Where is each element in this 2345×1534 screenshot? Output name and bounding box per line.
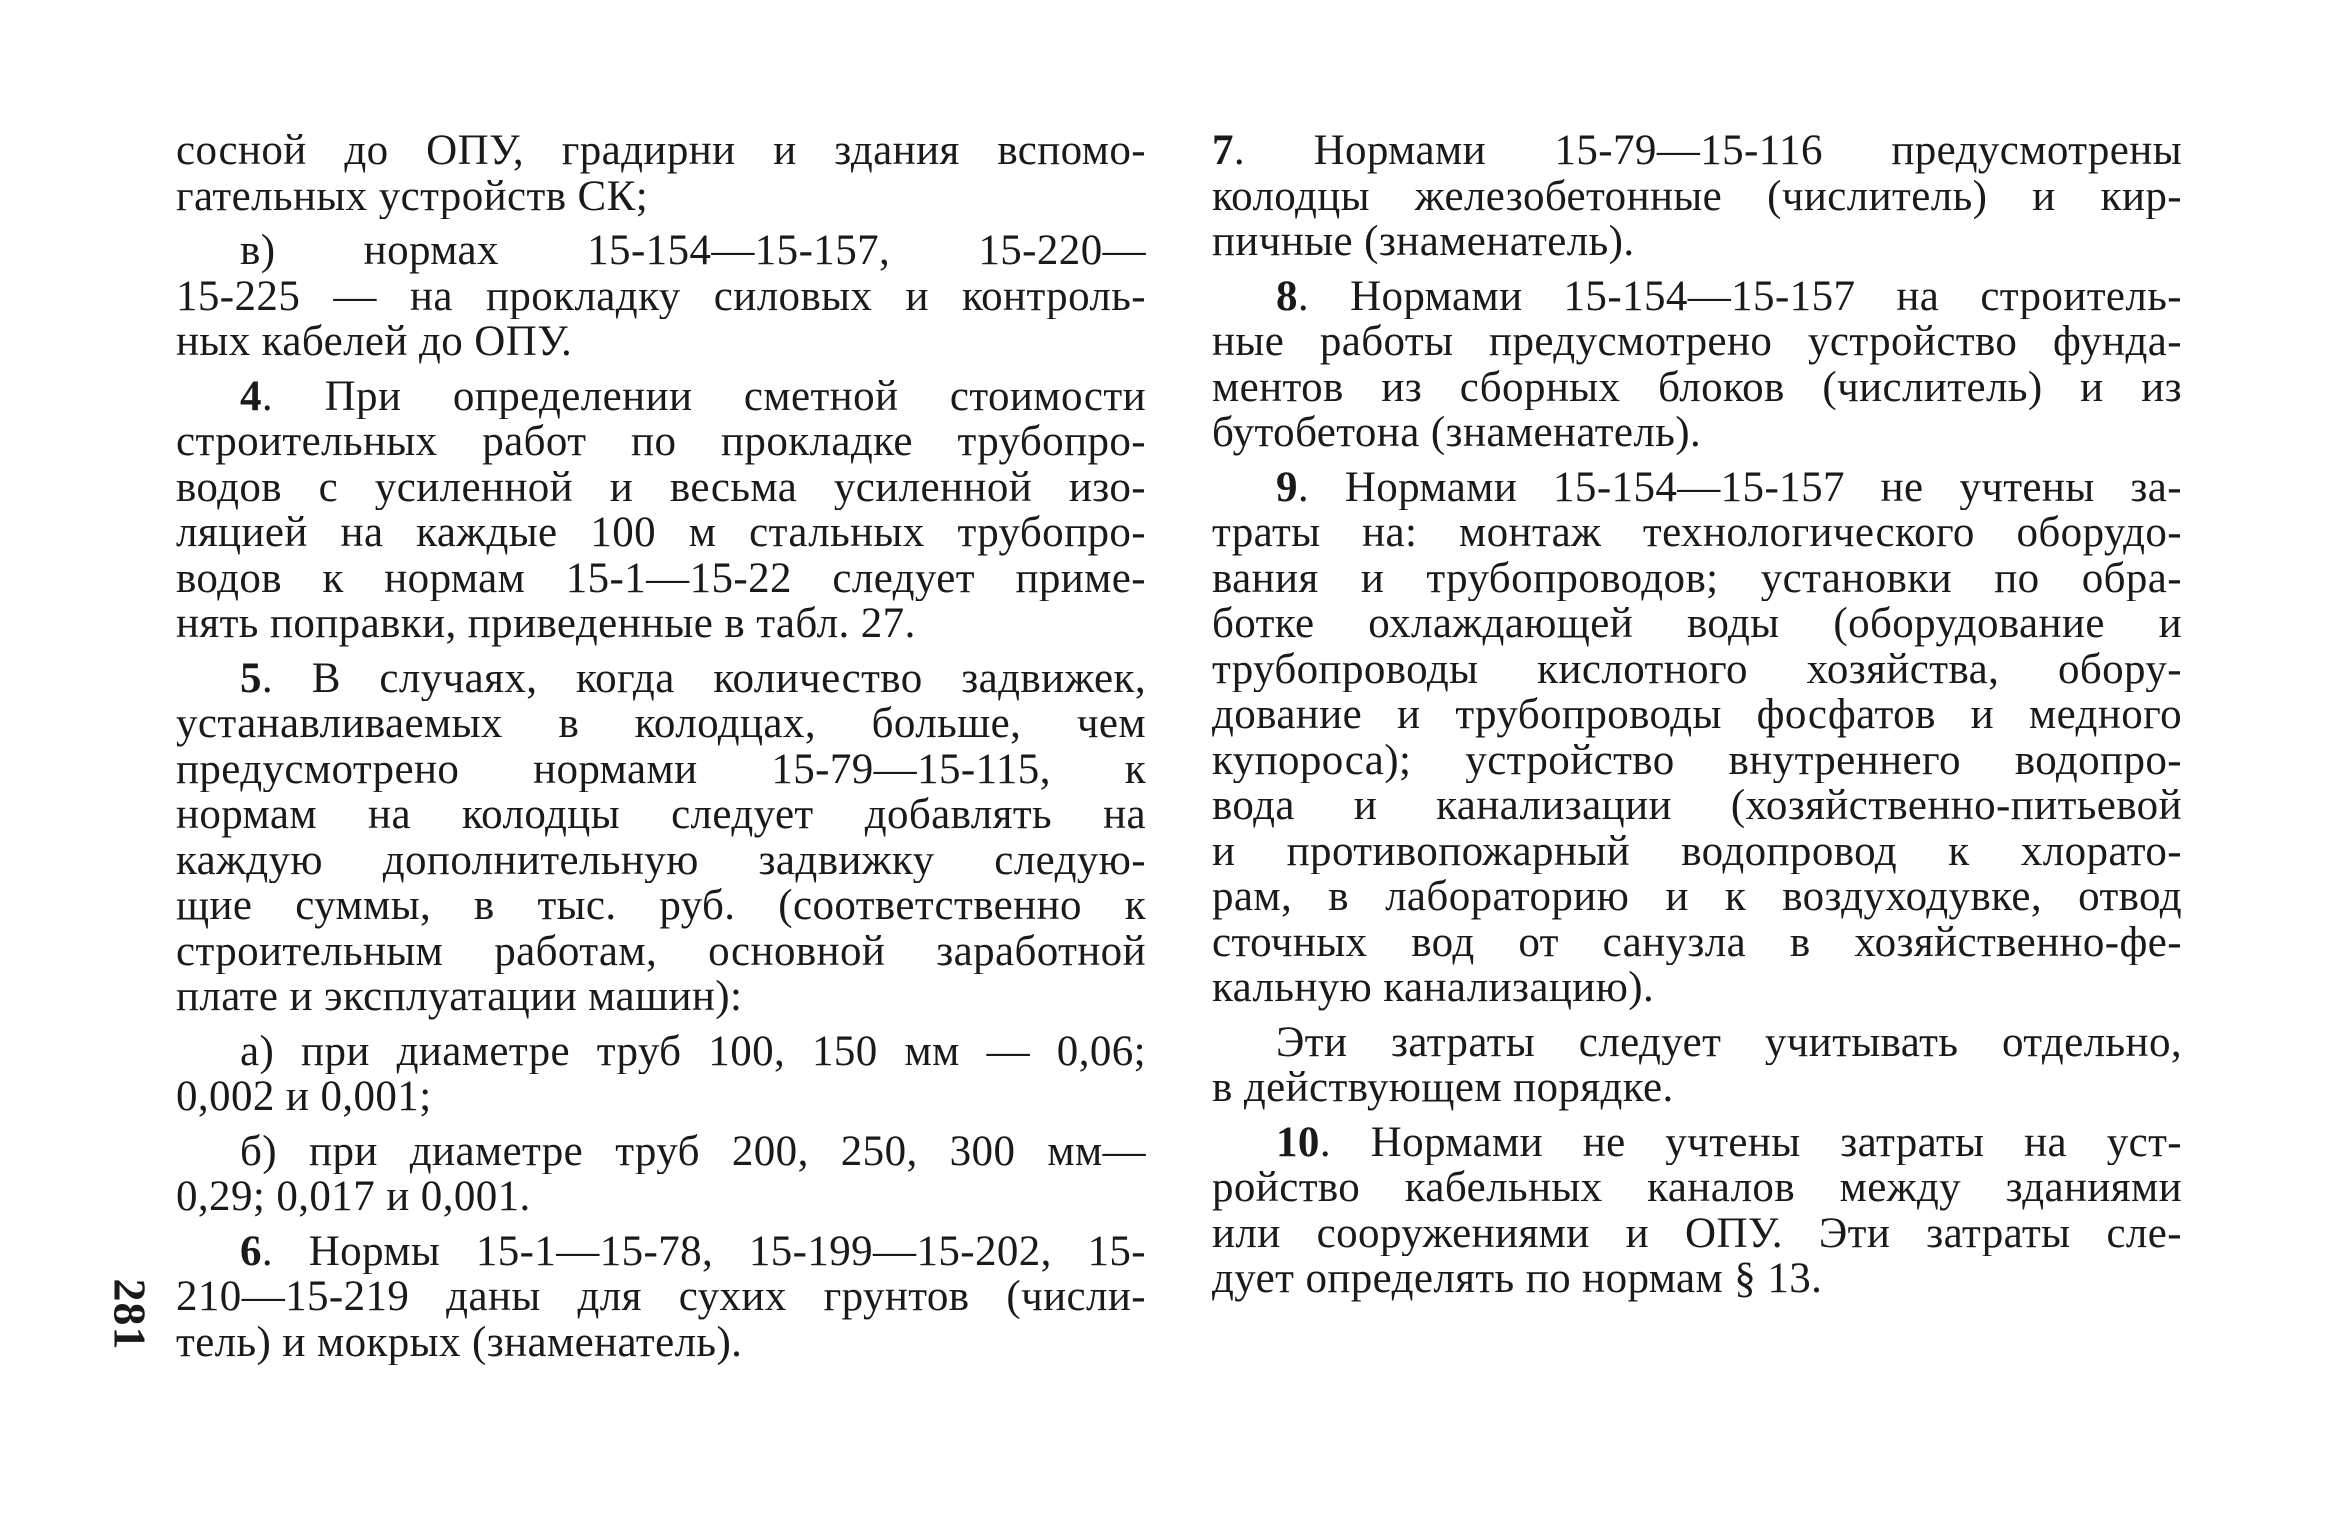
text-line (1212, 128, 2182, 174)
line-text: 210—15-219 даны для сухих грунтов (числи- (176, 1274, 1146, 1320)
line-text: строительным работам, основной заработной (176, 928, 1146, 974)
text-line (176, 174, 1146, 220)
text-line (1212, 219, 2182, 265)
text-line (1212, 829, 2182, 875)
line-text: водов с усиленной и весьма усиленной изо- (176, 464, 1146, 510)
line-text: и противопожарный водопровод к хлорато- (1212, 828, 2182, 874)
text-line (1212, 465, 2182, 511)
text-line (1212, 647, 2182, 693)
text-line (176, 1320, 1146, 1366)
line-text: ройство кабельных каналов между зданиями (1212, 1165, 2182, 1211)
line-text: колодцы железобетонные (числитель) и кир- (1212, 173, 2182, 219)
text-line (176, 374, 1146, 420)
line-text: тель) и мокрых (знаменатель). (176, 1319, 743, 1365)
line-text: каждую дополнительную задвижку следую- (176, 837, 1146, 883)
text-line (1212, 1020, 2182, 1066)
line-text: . Нормами 15-154—15-157 на строитель- (1297, 273, 2182, 319)
paragraph-item-3v (176, 228, 1146, 365)
text-line (176, 601, 1146, 647)
paragraph-p9b (1212, 1020, 2182, 1111)
line-text: ляцией на каждые 100 м стальных трубопро- (176, 510, 1146, 556)
line-text: щие суммы, в тыс. руб. (соответственно к (176, 883, 1146, 929)
text-line (176, 556, 1146, 602)
paragraph-number: 8 (1276, 273, 1298, 319)
text-line (176, 419, 1146, 465)
text-line (176, 929, 1146, 975)
text-line (176, 128, 1146, 174)
text-line (176, 656, 1146, 702)
paragraph-number: 9 (1276, 464, 1298, 510)
text-line (1212, 920, 2182, 966)
line-text: траты на: монтаж технологического оборудо- (1212, 510, 2182, 556)
paragraph-cont-3b (176, 128, 1146, 219)
paragraph-p7 (1212, 128, 2182, 265)
line-text: плате и эксплуатации машин): (176, 974, 743, 1020)
line-text: или сооружениями и ОПУ. Эти затраты сле- (1212, 1210, 2182, 1256)
right-column (1212, 128, 2182, 1311)
text-line (1212, 1211, 2182, 1257)
text-line (1212, 1120, 2182, 1166)
text-line (1212, 1165, 2182, 1211)
line-text: дует определять по нормам § 13. (1212, 1256, 1823, 1302)
line-text: дование и трубопроводы фосфатов и медного (1212, 692, 2182, 738)
text-line (1212, 874, 2182, 920)
text-line (1212, 601, 2182, 647)
line-text: ных кабелей до ОПУ. (176, 319, 573, 365)
line-text: вода и канализации (хозяйственно-питьевой (1212, 783, 2182, 829)
paragraph-p5a (176, 1029, 1146, 1120)
paragraph-p4 (176, 374, 1146, 647)
text-line (1212, 1256, 2182, 1302)
text-line (1212, 965, 2182, 1011)
line-text: устанавливаемых в колодцах, больше, чем (176, 701, 1146, 747)
line-text: вания и трубопроводов; установки по обра- (1212, 555, 2182, 601)
page-number: 281 (104, 1278, 156, 1351)
text-line (1212, 365, 2182, 411)
paragraph-number: 5 (240, 655, 262, 701)
text-line (1212, 783, 2182, 829)
line-text: Эти затраты следует учитывать отдельно, (1276, 1019, 2182, 1065)
line-text: . В случаях, когда количество задвижек, (261, 655, 1146, 701)
line-text: ботке охлаждающей воды (оборудование и (1212, 601, 2182, 647)
line-text: водов к нормам 15-1—15-22 следует приме- (176, 555, 1146, 601)
text-line (176, 510, 1146, 556)
line-text: гательных устройств СК; (176, 173, 649, 219)
line-text: сточных вод от санузла в хозяйственно-фе- (1212, 919, 2182, 965)
line-text: 0,29; 0,017 и 0,001. (176, 1174, 531, 1220)
paragraph-p6 (176, 1229, 1146, 1366)
text-line (176, 228, 1146, 274)
line-text: 0,002 и 0,001; (176, 1074, 432, 1120)
line-text: 15-225 — на прокладку силовых и контроль- (176, 273, 1146, 319)
line-text: кальную канализацию). (1212, 965, 1655, 1011)
paragraph-number: 4 (240, 373, 262, 419)
text-line (176, 1029, 1146, 1075)
text-line (176, 1129, 1146, 1175)
left-column (176, 128, 1146, 1374)
text-line (176, 1229, 1146, 1275)
text-line (176, 1274, 1146, 1320)
line-text: пичные (знаменатель). (1212, 219, 1635, 265)
paragraph-p8 (1212, 274, 2182, 456)
line-text: трубопроводы кислотного хозяйства, обору- (1212, 646, 2182, 692)
text-line (1212, 274, 2182, 320)
text-line (1212, 319, 2182, 365)
text-line (176, 747, 1146, 793)
text-line (1212, 556, 2182, 602)
paragraph-p5 (176, 656, 1146, 1020)
paragraph-p5b (176, 1129, 1146, 1220)
line-text: сосной до ОПУ, градирни и здания вспомо- (176, 128, 1146, 174)
line-text: нормам на колодцы следует добавлять на (176, 792, 1146, 838)
line-text: ментов из сборных блоков (числитель) и из (1212, 364, 2182, 410)
line-text: . Нормы 15-1—15-78, 15-199—15-202, 15- (261, 1228, 1146, 1274)
paragraph-number: 7 (1212, 128, 1234, 174)
line-text: предусмотрено нормами 15-79—15-115, к (176, 746, 1146, 792)
line-text: . Нормами 15-79—15-116 предусмотрены (1233, 128, 2182, 174)
paragraph-p9 (1212, 465, 2182, 1011)
line-text: ные работы предусмотрено устройство фунда- (1212, 319, 2182, 365)
text-line (1212, 692, 2182, 738)
line-text: в действующем порядке. (1212, 1065, 1674, 1111)
text-line (176, 319, 1146, 365)
paragraph-number: 10 (1276, 1119, 1320, 1165)
line-text: бутобетона (знаменатель). (1212, 410, 1702, 456)
line-text: а) при диаметре труб 100, 150 мм — 0,06; (240, 1028, 1146, 1074)
text-line (176, 701, 1146, 747)
text-line (176, 1174, 1146, 1220)
line-text: рам, в лабораторию и к воздуходувке, отвод (1212, 874, 2182, 920)
text-line (1212, 174, 2182, 220)
text-line (1212, 410, 2182, 456)
text-line (176, 792, 1146, 838)
text-line (176, 883, 1146, 929)
text-line (176, 274, 1146, 320)
line-text: строительных работ по прокладке трубопро- (176, 419, 1146, 465)
line-text: . Нормами 15-154—15-157 не учтены за- (1297, 464, 2182, 510)
paragraph-number: 6 (240, 1228, 262, 1274)
line-text: б) при диаметре труб 200, 250, 300 мм— (240, 1128, 1146, 1174)
text-line (1212, 1065, 2182, 1111)
text-line (176, 838, 1146, 884)
text-line (176, 1074, 1146, 1120)
line-text: нять поправки, приведенные в табл. 27. (176, 601, 916, 647)
line-text: купороса); устройство внутреннего водопро- (1212, 737, 2182, 783)
text-line (176, 465, 1146, 511)
line-text: в) нормах 15-154—15-157, 15-220— (240, 228, 1146, 274)
text-line (176, 974, 1146, 1020)
line-text: . При определении сметной стоимости (261, 373, 1146, 419)
line-text: . Нормами не учтены затраты на уст- (1319, 1119, 2182, 1165)
text-line (1212, 510, 2182, 556)
paragraph-p10 (1212, 1120, 2182, 1302)
text-line (1212, 738, 2182, 784)
